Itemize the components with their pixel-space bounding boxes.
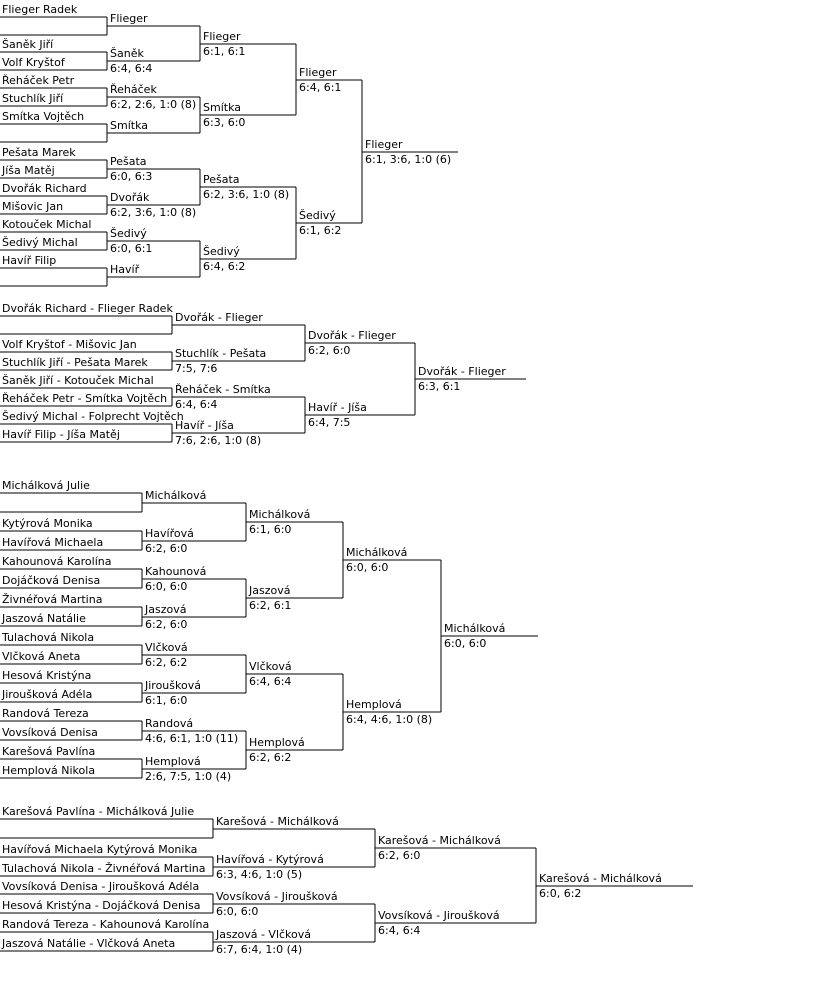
player-name: Jíša Matěj: [2, 164, 55, 177]
player-name: Kotouček Michal: [2, 218, 92, 231]
match-winner: Michálková: [444, 622, 506, 635]
match-score: 6:4, 6:1: [299, 81, 342, 94]
player-name: Karešová Pavlína: [2, 745, 96, 758]
match-score: 6:0, 6:0: [346, 561, 389, 574]
match-score: 6:4, 6:4: [175, 398, 218, 411]
player-name: Kytýrová Monika: [2, 517, 93, 530]
match-score: 6:2, 6:2: [249, 751, 292, 764]
match-winner: Michálková: [145, 489, 207, 502]
match-score: 6:2, 3:6, 1:0 (8): [203, 188, 290, 201]
match-score: 4:6, 6:1, 1:0 (11): [145, 732, 239, 745]
match-winner: Pešata: [203, 173, 240, 186]
match-score: 6:2, 6:0: [378, 849, 421, 862]
match-winner: Šedivý: [299, 209, 336, 222]
match-winner: Michálková: [346, 546, 408, 559]
match-winner: Havíř - Jíša: [175, 419, 234, 432]
match-score: 6:2, 6:0: [145, 618, 188, 631]
match-winner: Kahounová: [145, 565, 207, 578]
match-score: 6:4, 6:4: [378, 924, 421, 937]
match-score: 6:2, 6:0: [308, 344, 351, 357]
match-score: 7:5, 7:6: [175, 362, 218, 375]
match-score: 6:4, 6:2: [203, 260, 246, 273]
player-name: Šedivý Michal - Folprecht Vojtěch: [2, 410, 184, 423]
match-winner: Flieger: [110, 12, 148, 25]
match-winner: Vovsíková - Jiroušková: [378, 909, 500, 922]
player-name: Pešata Marek: [2, 146, 76, 159]
match-winner: Karešová - Michálková: [378, 834, 501, 847]
player-name: Šedivý Michal: [2, 236, 78, 249]
match-winner: Jiroušková: [145, 679, 201, 692]
player-name: Stuchlík Jiří - Pešata Marek: [2, 356, 148, 369]
match-score: 6:0, 6:3: [110, 170, 153, 183]
match-winner: Šaněk: [110, 47, 144, 60]
match-score: 6:1, 6:2: [299, 224, 342, 237]
player-name: Jiroušková Adéla: [2, 688, 93, 701]
player-name: Tulachová Nikola - Živnéřová Martina: [2, 862, 206, 875]
player-name: Randová Tereza - Kahounová Karolína: [2, 918, 210, 931]
match-score: 6:2, 6:1: [249, 599, 292, 612]
player-name: Michálková Julie: [2, 479, 90, 492]
match-winner: Smítka: [203, 101, 241, 114]
match-winner: Karešová - Michálková: [216, 815, 339, 828]
match-score: 6:2, 6:2: [145, 656, 188, 669]
match-winner: Flieger: [365, 138, 403, 151]
match-winner: Dvořák: [110, 191, 150, 204]
player-name: Randová Tereza: [2, 707, 89, 720]
player-name: Dvořák Richard - Flieger Radek: [2, 302, 173, 315]
player-name: Havíř Filip: [2, 254, 57, 267]
player-name: Jaszová Natálie - Vlčková Aneta: [2, 937, 176, 950]
match-score: 6:3, 6:1: [418, 380, 461, 393]
match-score: 6:0, 6:1: [110, 242, 153, 255]
match-score: 6:4, 6:4: [249, 675, 292, 688]
match-score: 6:1, 3:6, 1:0 (6): [365, 153, 452, 166]
match-winner: Jaszová - Vlčková: [216, 928, 312, 941]
match-winner: Karešová - Michálková: [539, 872, 662, 885]
match-score: 6:2, 6:0: [145, 542, 188, 555]
match-score: 2:6, 7:5, 1:0 (4): [145, 770, 232, 783]
match-winner: Hemplová: [249, 736, 305, 749]
player-name: Havíř Filip - Jíša Matěj: [2, 428, 120, 441]
match-winner: Jaszová: [145, 603, 187, 616]
match-winner: Šedivý: [203, 245, 240, 258]
player-name: Vovsíková Denisa: [2, 726, 98, 739]
match-winner: Jaszová: [249, 584, 291, 597]
match-winner: Flieger: [299, 66, 337, 79]
match-score: 6:3, 4:6, 1:0 (5): [216, 868, 303, 881]
match-score: 6:4, 6:4: [110, 62, 153, 75]
match-winner: Stuchlík - Pešata: [175, 347, 267, 360]
player-name: Šaněk Jiří - Kotouček Michal: [2, 374, 154, 387]
match-winner: Havíř: [110, 263, 140, 276]
player-name: Hemplová Nikola: [2, 764, 96, 777]
match-score: 6:1, 6:1: [203, 45, 246, 58]
match-winner: Havířová: [145, 527, 194, 540]
match-score: 6:1, 6:0: [249, 523, 292, 536]
match-winner: Pešata: [110, 155, 147, 168]
player-name: Mišovic Jan: [2, 200, 64, 213]
match-score: 6:0, 6:0: [444, 637, 487, 650]
match-score: 6:0, 6:2: [539, 887, 582, 900]
match-winner: Šedivý: [110, 227, 147, 240]
player-name: Kahounová Karolína: [2, 555, 112, 568]
player-name: Flieger Radek: [2, 3, 78, 16]
player-name: Dojáčková Denisa: [2, 574, 101, 587]
player-name: Živnéřová Martina: [2, 593, 103, 606]
match-score: 6:4, 7:5: [308, 416, 351, 429]
player-name: Jaszová Natálie: [2, 612, 86, 625]
match-winner: Dvořák - Flieger: [175, 311, 263, 324]
match-winner: Havíř - Jíša: [308, 401, 367, 414]
match-score: 6:0, 6:0: [145, 580, 188, 593]
player-name: Tulachová Nikola: [2, 631, 95, 644]
player-name: Stuchlík Jiří: [2, 92, 64, 105]
match-winner: Dvořák - Flieger: [418, 365, 506, 378]
match-winner: Dvořák - Flieger: [308, 329, 396, 342]
player-name: Havířová Michaela Kytýrová Monika: [2, 843, 198, 856]
player-name: Dvořák Richard: [2, 182, 87, 195]
match-score: 6:1, 6:0: [145, 694, 188, 707]
match-winner: Michálková: [249, 508, 311, 521]
match-winner: Havířová - Kytýrová: [216, 853, 324, 866]
player-name: Karešová Pavlína - Michálková Julie: [2, 805, 195, 818]
match-score: 6:0, 6:0: [216, 905, 259, 918]
player-name: Řeháček Petr: [2, 74, 75, 87]
player-name: Havířová Michaela: [2, 536, 104, 549]
player-name: Volf Kryštof - Mišovic Jan: [2, 338, 137, 351]
player-name: Vlčková Aneta: [2, 650, 81, 663]
player-name: Volf Kryštof: [2, 56, 65, 69]
match-score: 6:4, 4:6, 1:0 (8): [346, 713, 433, 726]
match-winner: Smítka: [110, 119, 148, 132]
match-winner: Randová: [145, 717, 194, 730]
player-name: Vovsíková Denisa - Jiroušková Adéla: [2, 880, 200, 893]
match-winner: Vlčková: [145, 641, 188, 654]
player-name: Šaněk Jiří: [2, 38, 54, 51]
match-score: 7:6, 2:6, 1:0 (8): [175, 434, 262, 447]
player-name: Smítka Vojtěch: [2, 110, 85, 123]
match-winner: Řeháček: [110, 83, 157, 96]
match-score: 6:2, 3:6, 1:0 (8): [110, 206, 197, 219]
match-score: 6:3, 6:0: [203, 116, 246, 129]
match-score: 6:7, 6:4, 1:0 (4): [216, 943, 303, 956]
match-winner: Vlčková: [249, 660, 292, 673]
match-winner: Flieger: [203, 30, 241, 43]
player-name: Řeháček Petr - Smítka Vojtěch: [2, 392, 168, 405]
match-winner: Řeháček - Smítka: [175, 383, 271, 396]
match-winner: Vovsíková - Jiroušková: [216, 890, 338, 903]
player-name: Hesová Kristýna - Dojáčková Denisa: [2, 899, 201, 912]
match-winner: Hemplová: [346, 698, 402, 711]
match-winner: Hemplová: [145, 755, 201, 768]
match-score: 6:2, 2:6, 1:0 (8): [110, 98, 197, 111]
player-name: Hesová Kristýna: [2, 669, 92, 682]
